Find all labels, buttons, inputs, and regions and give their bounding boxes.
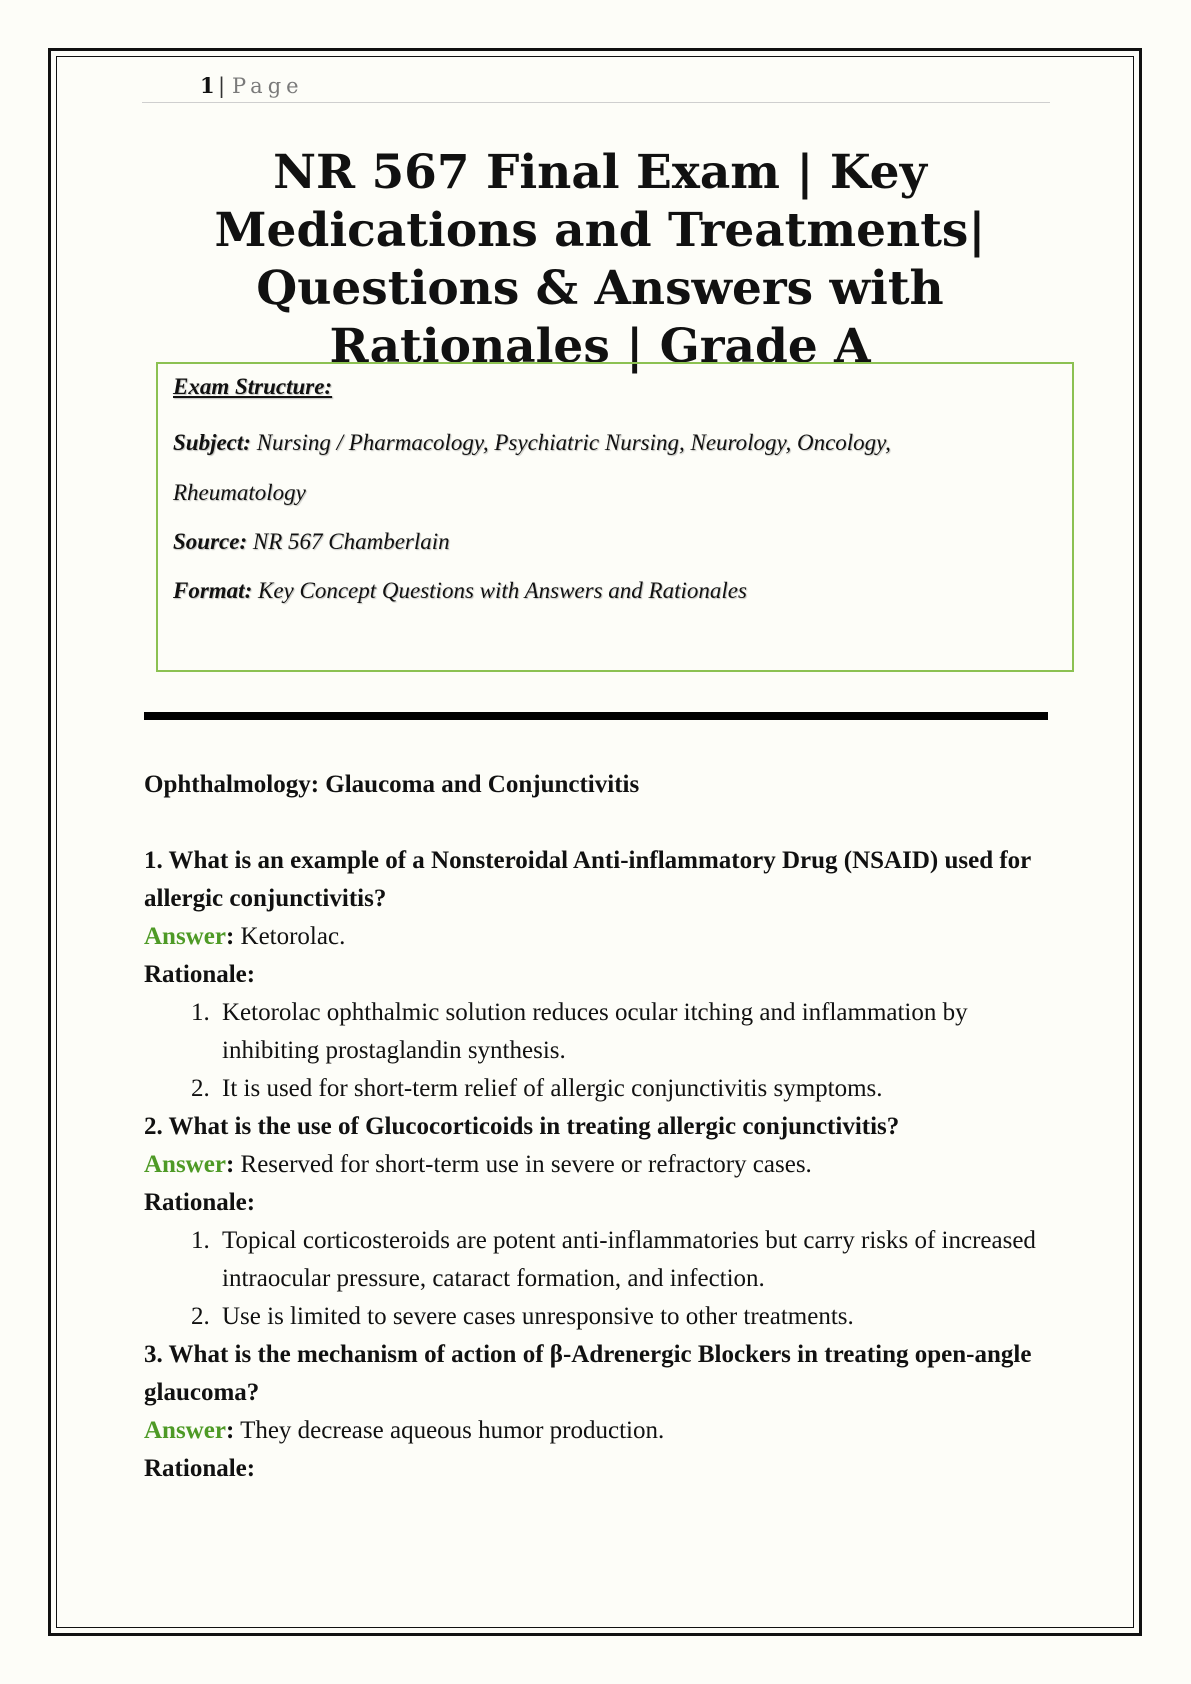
subject-value: Nursing / Pharmacology, Psychiatric Nursing, Neurology, Oncology, (250, 430, 891, 455)
subject-value-cont: Rheumatology (173, 480, 306, 505)
question-block-3 (144, 1336, 1054, 1488)
answer-line: Answer: Ketorolac. (144, 923, 346, 950)
rationale-label: Rationale: (144, 961, 256, 988)
rationale-item: 1. Ketorolac ophthalmic solution reduces ocular itching and inflammation by inhibiting prostaglandin synthesis. (216, 994, 1054, 1070)
format-value: Key Concept Questions with Answers and Rationales (252, 578, 747, 603)
section-divider (144, 712, 1048, 720)
rationale-item: 1. Topical corticosteroids are potent anti-inflammatories but carry risks of increased intraocular pressure, cataract formation, and infection. (216, 1222, 1054, 1298)
rationale-list (144, 1222, 1054, 1336)
rationale-list (144, 994, 1054, 1108)
page-number: 1 (200, 73, 215, 98)
answer-text: Ketorolac. (234, 923, 346, 950)
section-title: Ophthalmology: Glaucoma and Conjunctivitis (144, 771, 640, 798)
page-label: Page (232, 74, 304, 98)
answer-label: Answer (144, 1151, 226, 1178)
page-separator: | (218, 74, 226, 98)
answer-label: Answer (144, 1417, 226, 1444)
source-line (173, 529, 450, 555)
rationale-label: Rationale: (144, 1189, 256, 1216)
question-block-2 (144, 1108, 1054, 1336)
exam-structure-box (156, 362, 1074, 672)
format-label: Format: (173, 578, 253, 603)
answer-line: Answer: They decrease aqueous humor production. (144, 1417, 665, 1444)
answer-text: Reserved for short-term use in severe or refractory cases. (234, 1151, 812, 1178)
rationale-label: Rationale: (144, 1455, 256, 1482)
format-line (173, 578, 747, 604)
source-value: NR 567 Chamberlain (247, 529, 450, 554)
exam-structure-heading: Exam Structure: (173, 374, 333, 399)
subject-label: Subject: (173, 430, 251, 455)
question-text: 1. What is an example of a Nonsteroidal Anti-inflammatory Drug (NSAID) used for allergic conjunctivitis? (144, 847, 1031, 912)
main-content (144, 766, 1054, 1488)
question-block-1 (144, 842, 1054, 1108)
page-header (142, 72, 1050, 103)
subject-line-cont (173, 480, 306, 506)
rationale-item: 2. Use is limited to severe cases unresponsive to other treatments. (216, 1298, 1054, 1336)
answer-line: Answer: Reserved for short-term use in severe or refractory cases. (144, 1151, 812, 1178)
document-title: NR 567 Final Exam | Key Medications and Treatments| Questions & Answers with Rationales | Grade A (214, 145, 986, 374)
answer-text: They decrease aqueous humor production. (234, 1417, 665, 1444)
question-text: 3. What is the mechanism of action of β-Adrenergic Blockers in treating open-angle glaucoma? (144, 1341, 1032, 1406)
question-text: 2. What is the use of Glucocorticoids in treating allergic conjunctivitis? (144, 1113, 900, 1140)
subject-line (173, 430, 891, 456)
source-label: Source: (173, 529, 248, 554)
answer-label: Answer (144, 923, 226, 950)
rationale-item: 2. It is used for short-term relief of allergic conjunctivitis symptoms. (216, 1070, 1054, 1108)
